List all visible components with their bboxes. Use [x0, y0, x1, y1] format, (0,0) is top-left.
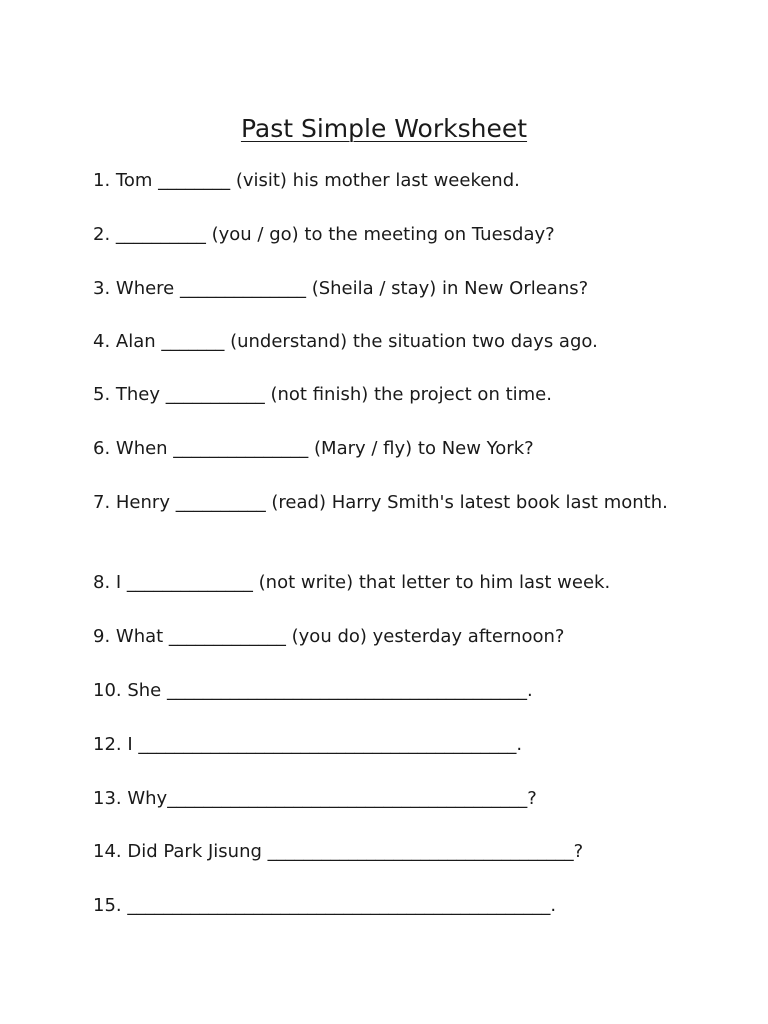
question-5: 5. They ___________ (not finish) the project on time.	[93, 384, 552, 405]
question-1: 1. Tom ________ (visit) his mother last weekend.	[93, 170, 520, 191]
question-13: 13. Why________________________________________?	[93, 788, 537, 809]
question-12: 12. I __________________________________________.	[93, 734, 523, 755]
question-6: 6. When _______________ (Mary / fly) to New York?	[93, 438, 534, 459]
question-9: 9. What _____________ (you do) yesterday afternoon?	[93, 626, 565, 647]
question-4: 4. Alan _______ (understand) the situation two days ago.	[93, 331, 598, 352]
worksheet-title: Past Simple Worksheet	[240, 114, 528, 143]
question-8: 8. I ______________ (not write) that letter to him last week.	[93, 572, 611, 593]
question-14: 14. Did Park Jisung __________________________________?	[93, 841, 584, 862]
question-10: 10. She ________________________________________.	[93, 680, 533, 701]
question-7: 7. Henry __________ (read) Harry Smith's latest book last month.	[93, 492, 668, 513]
question-3: 3. Where ______________ (Sheila / stay) in New Orleans?	[93, 278, 589, 299]
question-2: 2. __________ (you / go) to the meeting on Tuesday?	[93, 224, 555, 245]
question-15: 15. _______________________________________________.	[93, 895, 557, 916]
